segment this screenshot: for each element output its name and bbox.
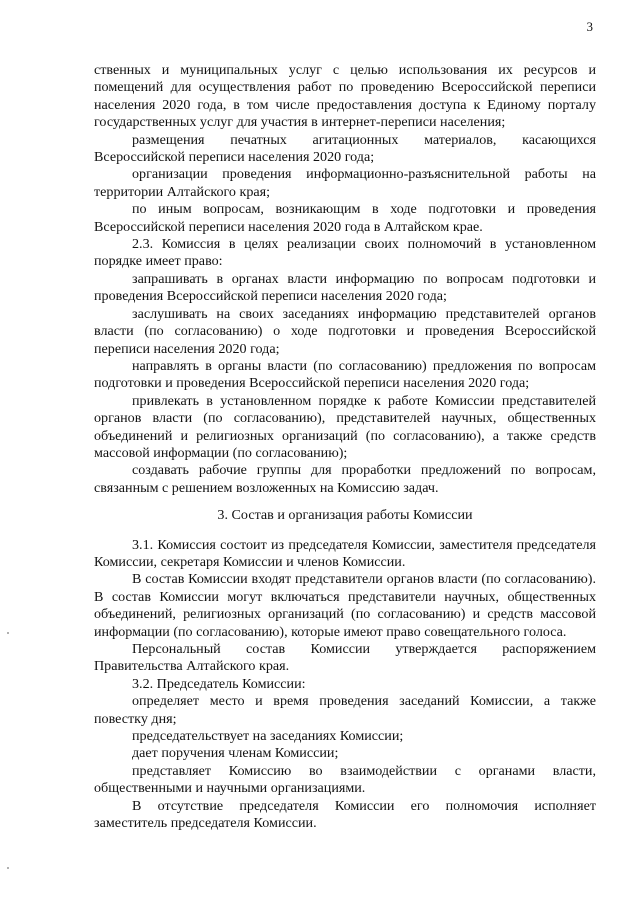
paragraph: председательствует на заседаниях Комиссии; (132, 728, 404, 745)
paragraph: заслушивать на своих заседаниях информацию представителей органов власти (по согласованию) о ходе подготовки и проведения Всероссийской переписи населения 2020 года; (94, 305, 596, 357)
scan-dot (7, 867, 9, 869)
page-number: 3 (586, 19, 593, 34)
paragraph: определяет место и время проведения заседаний Комиссии, а также повестку дня; (94, 693, 596, 727)
paragraph-clause-2-3: 2.3. Комиссия в целях реализации своих полномочий в установленном порядке имеет право: (94, 236, 596, 270)
paragraph-clause-3-1: 3.1. Комиссия состоит из председателя Комиссии, заместителя председателя Комиссии, секретаря Комиссии и членов Комиссии. (94, 536, 596, 570)
paragraph-clause-3-2: 3.2. Председатель Комиссии: (132, 675, 306, 692)
paragraph-continuation: ственных и муниципальных услуг с целью использования их ресурсов и помещений для осуществления работ по проведению Всероссийской переписи населения 2020 года, в том числе предоставления доступа к Единому порталу государственных услуг для участия в интернет-переписи населения; (94, 62, 596, 131)
paragraph: размещения печатных агитационных материалов, касающихся Всероссийской переписи населения 2020 года; (94, 131, 596, 166)
paragraph: направлять в органы власти (по согласованию) предложения по вопросам подготовки и проведения Всероссийской переписи населения 2020 года; (94, 357, 596, 392)
paragraph: запрашивать в органах власти информацию по вопросам подготовки и проведения Всероссийской переписи населения 2020 года; (94, 270, 596, 305)
scan-dot (7, 632, 9, 634)
paragraph: организации проведения информационно-разъяснительной работы на территории Алтайского края; (94, 166, 596, 200)
section-heading: 3. Состав и организация работы Комиссии (217, 507, 473, 524)
paragraph: создавать рабочие группы для проработки предложений по вопросам, связанным с решением возложенных на Комиссию задач. (94, 462, 596, 496)
paragraph: В отсутствие председателя Комиссии его полномочия исполняет заместитель председателя Комиссии. (94, 797, 596, 832)
paragraph: В состав Комиссии входят представители органов власти (по согласованию). В состав Комиссии могут включаться представители научных, общественных объединений, религиозных организаций (по согласованию) и средств массовой информации (по согласованию), которые имеют право совещательного голоса. (94, 571, 596, 640)
paragraph: представляет Комиссию во взаимодействии с органами власти, общественными и научными организациями. (94, 762, 596, 797)
paragraph: привлекать в установленном порядке к работе Комиссии представителей органов власти (по согласованию), представителей научных, общественных объединений и религиозных организаций (по согласованию), а также средств массовой информации (по согласованию); (94, 392, 596, 461)
paragraph: Персональный состав Комиссии утверждается распоряжением Правительства Алтайского края. (94, 641, 596, 675)
paragraph: по иным вопросам, возникающим в ходе подготовки и проведения Всероссийской переписи населения 2020 года в Алтайском крае. (94, 201, 596, 235)
document-body (94, 62, 596, 832)
paragraph: дает поручения членам Комиссии; (132, 745, 339, 762)
